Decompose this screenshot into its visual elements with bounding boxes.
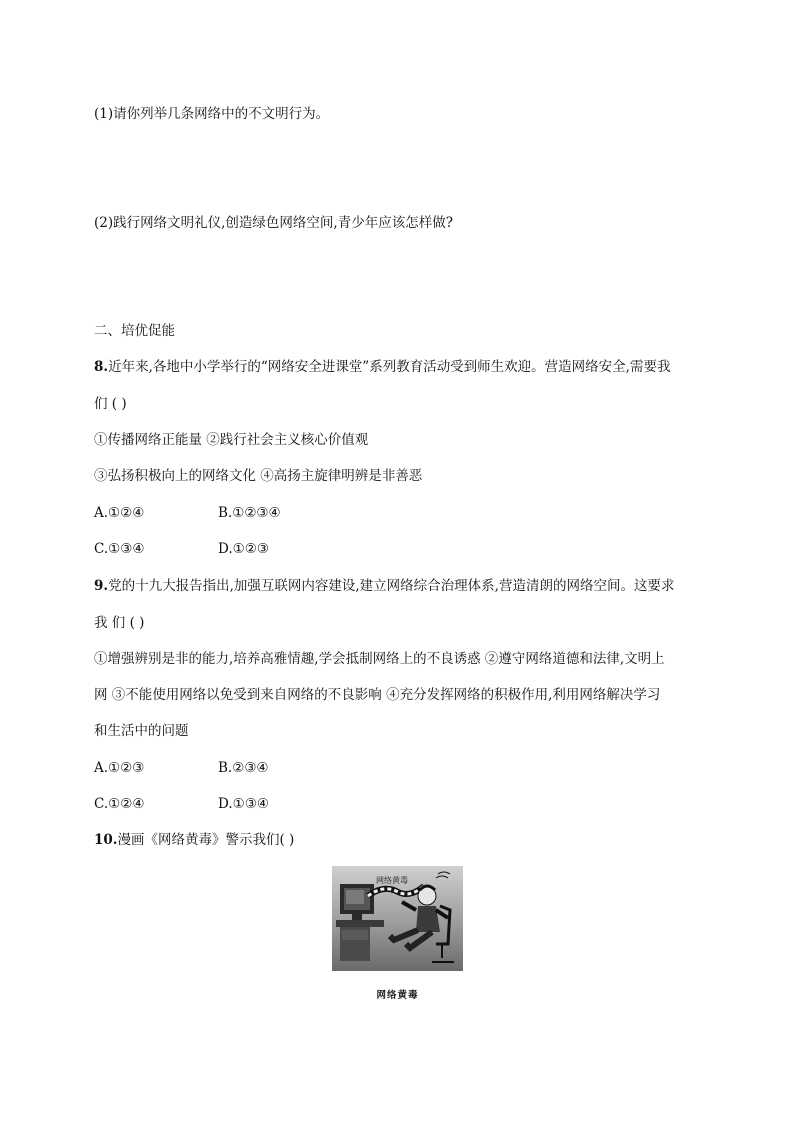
q9-option-b: B.②③④ [218, 760, 269, 776]
q8-option-d: D.①②③ [218, 541, 269, 557]
q7-sub2: (2)践行网络文明礼仪,创造绿色网络空间,青少年应该怎样做? [94, 215, 453, 231]
q8-stem-line1 [94, 357, 670, 377]
section-title: 二、培优促能 [94, 323, 175, 339]
q8-items-line2: ③弘扬积极向上的网络文化 ④高扬主旋律明辨是非善恶 [94, 468, 423, 484]
cartoon-caption: 网络黄毒 [376, 990, 419, 1001]
q10-stem [94, 830, 294, 850]
q9-items-line2: 网 ③不能使用网络以免受到来自网络的不良影响 ④充分发挥网络的积极作用,利用网络解决学习 [94, 687, 661, 703]
q8-number: 8. [94, 359, 109, 375]
q8-stem-line2: 们 ( ) [94, 396, 127, 412]
q8-option-a: A.①②④ [94, 505, 145, 521]
q9-items-line3: 和生活中的问题 [94, 723, 189, 739]
q9-option-a: A.①②③ [94, 760, 145, 776]
q10-number: 10. [94, 832, 118, 848]
q9-stem-line2: 我 们 ( ) [94, 615, 145, 631]
q9-stem-text: 党的十九大报告指出,加强互联网内容建设,建立网络综合治理体系,营造清朗的网络空间。这要求 [108, 578, 675, 594]
q9-items-line1: ①增强辨别是非的能力,培养高雅情趣,学会抵制网络上的不良诱惑 ②遵守网络道德和法律,文明上 [94, 651, 665, 667]
q8-option-c: C.①③④ [94, 541, 145, 557]
q8-stem-text: 近年来,各地中小学举行的“网络安全进课堂”系列教育活动受到师生欢迎。营造网络安全,需要我 [108, 359, 671, 375]
q9-option-d: D.①③④ [218, 796, 269, 812]
q9-number: 9. [94, 578, 109, 594]
cartoon-image [332, 866, 463, 971]
cartoon-image-text: 网络黄毒 [376, 876, 408, 885]
q8-items-line1: ①传播网络正能量 ②践行社会主义核心价值观 [94, 432, 369, 448]
q8-option-b: B.①②③④ [218, 505, 281, 521]
q10-stem-text: 漫画《网络黄毒》警示我们( ) [117, 832, 295, 848]
q9-stem-line1 [94, 576, 674, 596]
q7-sub1: (1)请你列举几条网络中的不文明行为。 [94, 106, 330, 122]
cartoon-illustration [332, 866, 463, 971]
q9-option-c: C.①②④ [94, 796, 145, 812]
